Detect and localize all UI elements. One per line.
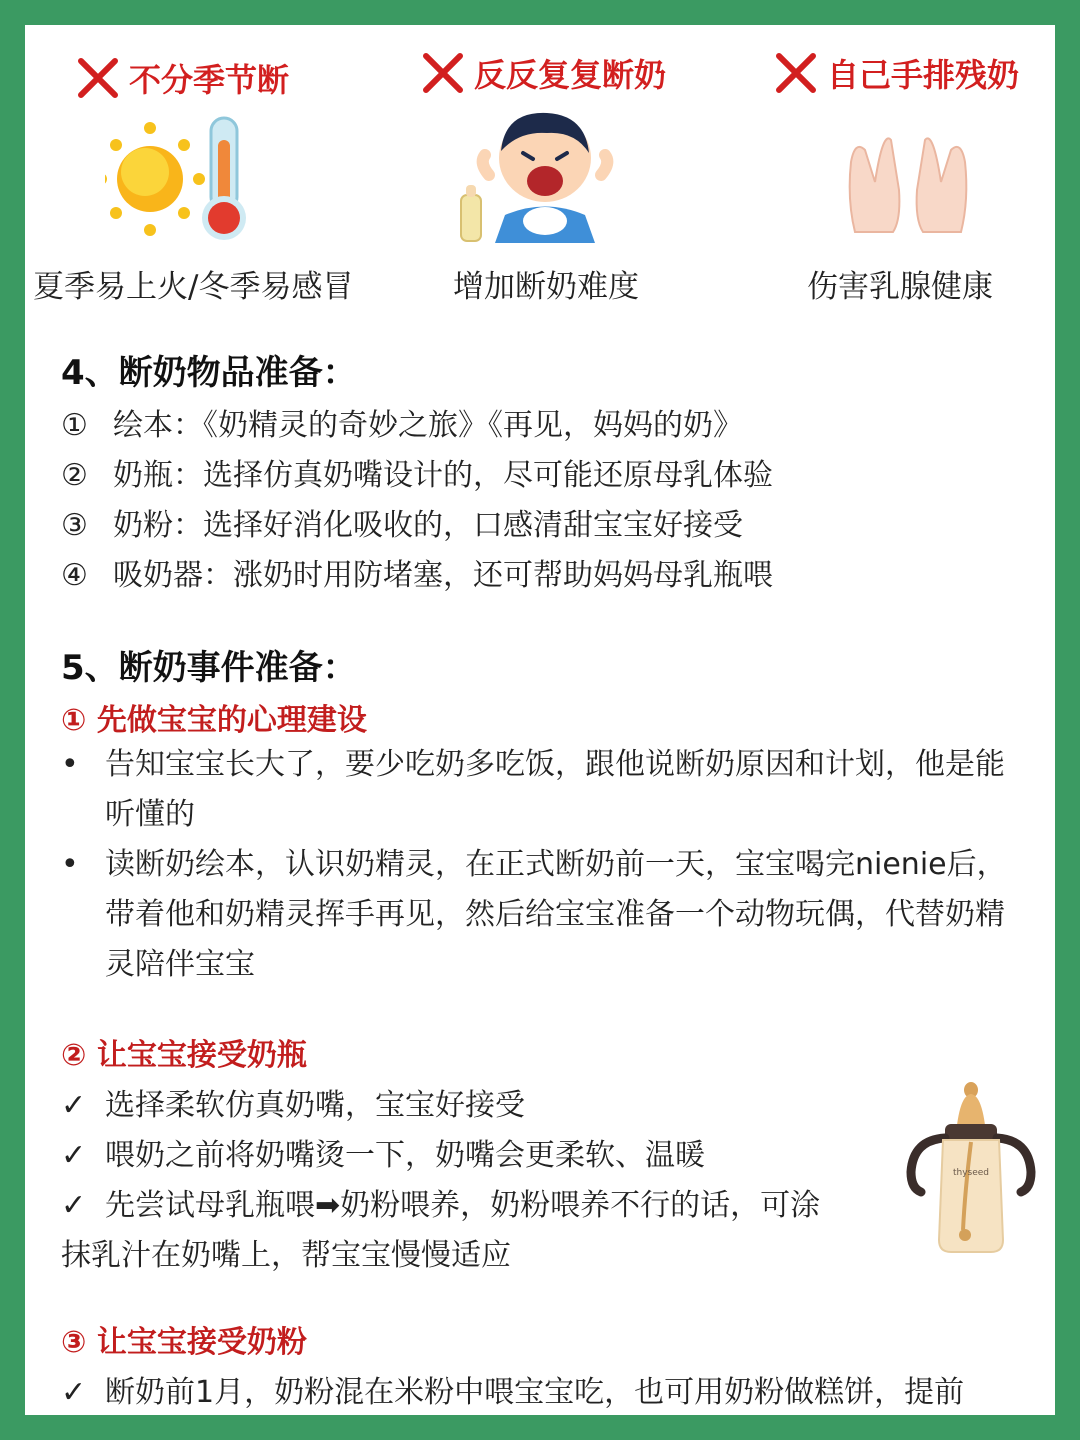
dont-caption-1: 夏季易上火/冬季易感冒	[33, 269, 354, 305]
check-text: 选择柔软仿真奶嘴，宝宝好接受	[105, 1088, 525, 1123]
check-text: 断奶前1月，奶粉混在米粉中喂宝宝吃，也可用奶粉做糕饼，提前	[105, 1375, 965, 1410]
list-item	[61, 400, 743, 444]
check-text: 先尝试母乳瓶喂➡奶粉喂养，奶粉喂养不行的话，可涂	[105, 1188, 821, 1223]
subsection-3-title: ③ 让宝宝接受奶粉	[61, 1325, 307, 1360]
check-item	[61, 1180, 820, 1224]
item-number: ①	[61, 408, 88, 443]
dont-label: 反反复复断奶	[474, 56, 667, 94]
item-number: ③	[61, 508, 88, 543]
dont-caption-3: 伤害乳腺健康	[807, 269, 993, 305]
check-icon: ✓	[61, 1375, 87, 1410]
check-icon: ✓	[61, 1138, 87, 1173]
subsection-2-title: ② 让宝宝接受奶瓶	[61, 1038, 307, 1073]
check-item	[61, 1130, 705, 1174]
section-5-title: 5、断奶事件准备：	[61, 648, 357, 688]
check-icon: ✓	[61, 1188, 87, 1223]
page	[25, 25, 1055, 1415]
dont-item-1	[75, 55, 289, 101]
list-item	[61, 450, 773, 494]
cross-icon	[75, 55, 121, 101]
bullet-text: 告知宝宝长大了，要少吃奶多吃饭，跟他说断奶原因和计划，他是能听懂的	[105, 747, 1005, 832]
dont-label: 自己手排残奶	[827, 56, 1020, 94]
check-item	[61, 1367, 964, 1411]
item-number: ④	[61, 558, 88, 593]
item-text: 绘本：《奶精灵的奇妙之旅》《再见，妈妈的奶》	[113, 408, 743, 443]
dont-item-3	[773, 50, 1019, 96]
dont-label: 不分季节断	[129, 61, 290, 99]
bullet-item	[61, 840, 1031, 990]
bottle-brand-text: thyseed	[952, 1168, 990, 1178]
item-text: 奶粉：选择好消化吸收的，口感清甜宝宝好接受	[113, 508, 743, 543]
check-item	[61, 1080, 525, 1124]
check-icon: ✓	[61, 1088, 87, 1123]
item-text: 吸奶器：涨奶时用防堵塞，还可帮助妈妈母乳瓶喂	[113, 558, 773, 593]
dont-item-2	[420, 50, 666, 96]
bullet-text: 读断奶绘本，认识奶精灵，在正式断奶前一天，宝宝喝完nienie后，带着他和奶精灵挥手再见，然后给宝宝准备一个动物玩偶，代替奶精灵陪伴宝宝	[105, 847, 1007, 982]
bullet-dot: •	[61, 747, 79, 782]
bullet-dot: •	[61, 847, 79, 882]
list-item	[61, 550, 773, 594]
item-number: ②	[61, 458, 88, 493]
dont-caption-2: 增加断奶难度	[453, 269, 639, 305]
hands-icon	[843, 110, 973, 235]
check-continuation: 抹乳汁在奶嘴上，帮宝宝慢慢适应	[61, 1238, 511, 1273]
subsection-1-title: ① 先做宝宝的心理建设	[61, 703, 367, 738]
sun-thermometer-icon	[105, 110, 265, 245]
cross-icon	[773, 50, 819, 96]
item-text: 奶瓶：选择仿真奶嘴设计的，尽可能还原母乳体验	[113, 458, 773, 493]
section-4-title: 4、断奶物品准备：	[61, 353, 357, 393]
check-text: 喂奶之前将奶嘴烫一下，奶嘴会更柔软、温暖	[105, 1138, 705, 1173]
list-item	[61, 500, 743, 544]
crying-baby-icon	[455, 103, 635, 248]
baby-bottle-icon	[905, 1080, 1037, 1260]
cross-icon	[420, 50, 466, 96]
bullet-item	[61, 740, 1031, 840]
